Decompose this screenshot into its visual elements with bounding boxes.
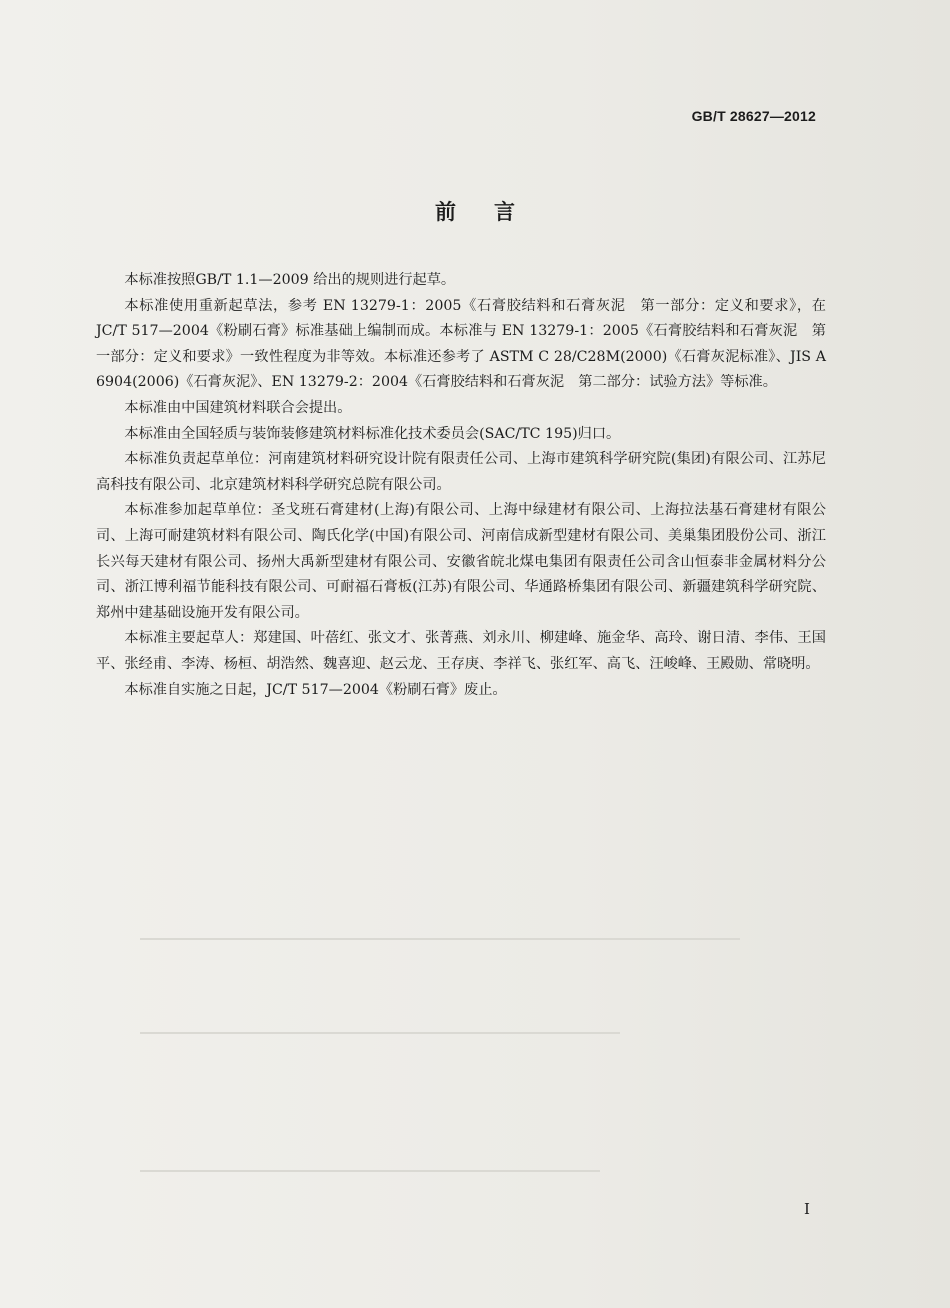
standard-number: GB/T 28627—2012 [691,108,816,124]
paragraph-supersedes: 本标准自实施之日起，JC/T 517—2004《粉刷石膏》废止。 [124,681,507,698]
paragraph-participants: 本标准参加起草单位：圣戈班石膏建材(上海)有限公司、上海中绿建材有限公司、上海拉法基石膏建材有限公司、上海可耐建筑材料有限公司、陶氏化学(中国)有限公司、河南信成新型建材有限公司、美巢集团股份公司、浙江长兴每天建材有限公司、扬州大禹新型建材有限公司、安徽省皖北煤电集团有限责任公司含山恒泰非金属材料分公司、浙江博利福节能科技有限公司、可耐福石膏板(江苏)有限公司、华通路桥集团有限公司、新疆建筑科学研究院、郑州中建基础设施开发有限公司。 [96,502,826,621]
page-number: I [804,1200,810,1218]
foreword-body [96,268,826,703]
paragraph-drafting-rules: 本标准按照GB/T 1.1—2009 给出的规则进行起草。 [124,272,456,288]
paragraph-proposer: 本标准由中国建筑材料联合会提出。 [124,399,352,416]
bleed-through-line [140,1170,600,1172]
paragraph-lead-drafters: 本标准负责起草单位：河南建筑材料研究设计院有限责任公司、上海市建筑科学研究院(集团)有限公司、江苏尼高科技有限公司、北京建筑材料科学研究总院有限公司。 [96,451,826,493]
bleed-through-line [140,938,740,940]
paragraph-committee: 本标准由全国轻质与装饰装修建筑材料标准化技术委员会(SAC/TC 195)归口。 [124,425,621,442]
paragraph-authors: 本标准主要起草人：郑建国、叶蓓红、张文才、张菁燕、刘永川、柳建峰、施金华、高玲、谢日清、李伟、王国平、张经甫、李涛、杨桓、胡浩然、魏喜迎、赵云龙、王存庚、李祥飞、张红军、高飞、汪峻峰、王殿勋、常晓明。 [96,630,826,672]
page-title: 前言 [435,200,553,224]
bleed-through-line [140,1032,620,1034]
paragraph-references: 本标准使用重新起草法，参考 EN 13279-1：2005《石膏胶结料和石膏灰泥 第一部分：定义和要求》，在JC/T 517—2004《粉刷石膏》标准基础上编制而成。本标准与 EN 13279-1：2005《石膏胶结料和石膏灰泥 第一部分：定义和要求》一致性程度为非等效。本标准还参考了 ASTM C 28/C28M(2000)《石膏灰泥标准》、JIS A 6904(2006)《石膏灰泥》、EN 13279-2：2004《石膏胶结料和石膏灰泥 第二部分：试验方法》等标准。 [96,297,826,391]
